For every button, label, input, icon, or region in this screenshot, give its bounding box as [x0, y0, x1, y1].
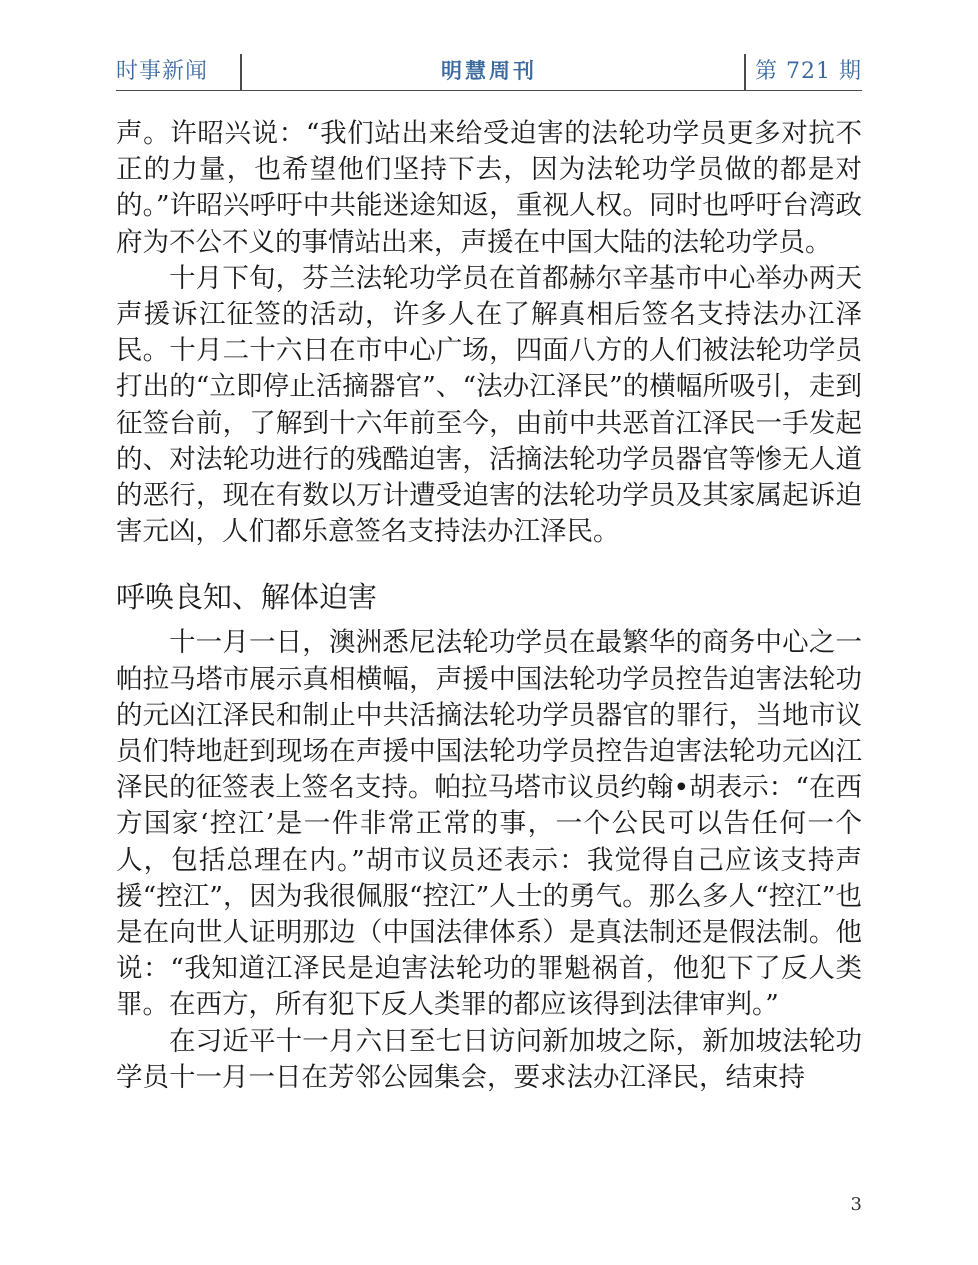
paragraph-4: 在习近平十一月六日至七日访问新加坡之际，新加坡法轮功学员十一月一日在芳邻公园集会，要求法办江泽民，结束持 — [116, 1025, 862, 1093]
paragraph-3: 十一月一日，澳洲悉尼法轮功学员在最繁华的商务中心之一帕拉马塔市展示真相横幅，声援中国法轮功学员控告迫害法轮功的元凶江泽民和制止中共活摘法轮功学员器官的罪行，当地市议员们特地赶到现场在声援中国法轮功学员控告迫害法轮功元凶江泽民的征签表上签名支持。帕拉马塔市议员约翰•胡表示：“在西方国家‘控江’是一件非常正常的事，一个公民可以告任何一个人，包括总理在内。”胡市议员还表示：我觉得自己应该支持声援“控江”，因为我很佩服“控江”人士的勇气。那么多人“控江”也是在向世人证明那边（中国法律体系）是真法制还是假法制。他说：“我知道江泽民是迫害法轮功的罪魁祸首，他犯下了反人类罪。在西方，所有犯下反人类罪的都应该得到法律审判。” — [116, 627, 862, 1021]
header-divider-right — [744, 54, 746, 90]
page-header — [116, 44, 862, 91]
article-body — [116, 116, 862, 1096]
header-section-label: 时事新闻 — [116, 59, 209, 84]
header-issue-number: 第 721 期 — [755, 59, 862, 84]
section-heading: 呼唤良知、解体迫害 — [116, 580, 378, 615]
paragraph-1: 声。许昭兴说：“我们站出来给受迫害的法轮功学员更多对抗不正的力量，也希望他们坚持下去，因为法轮功学员做的都是对的。”许昭兴呼吁中共能迷途知返，重视人权。同时也呼吁台湾政府为不公不义的事情站出来，声援在中国大陆的法轮功学员。 — [116, 118, 862, 258]
paragraph-2: 十月下旬，芬兰法轮功学员在首都赫尔辛基市中心举办两天声援诉江征签的活动，许多人在了解真相后签名支持法办江泽民。十月二十六日在市中心广场，四面八方的人们被法轮功学员打出的“立即停止活摘器官”、“法办江泽民”的横幅所吸引，走到征签台前，了解到十六年前至今，由前中共恶首江泽民一手发起的、对法轮功进行的残酷迫害，活摘法轮功学员器官等惨无人道的恶行，现在有数以万计遭受迫害的法轮功学员及其家属起诉迫害元凶，人们都乐意签名支持法办江泽民。 — [116, 262, 862, 548]
header-publication-title: 明慧周刊 — [441, 59, 537, 83]
page-number: 3 — [850, 1194, 862, 1215]
